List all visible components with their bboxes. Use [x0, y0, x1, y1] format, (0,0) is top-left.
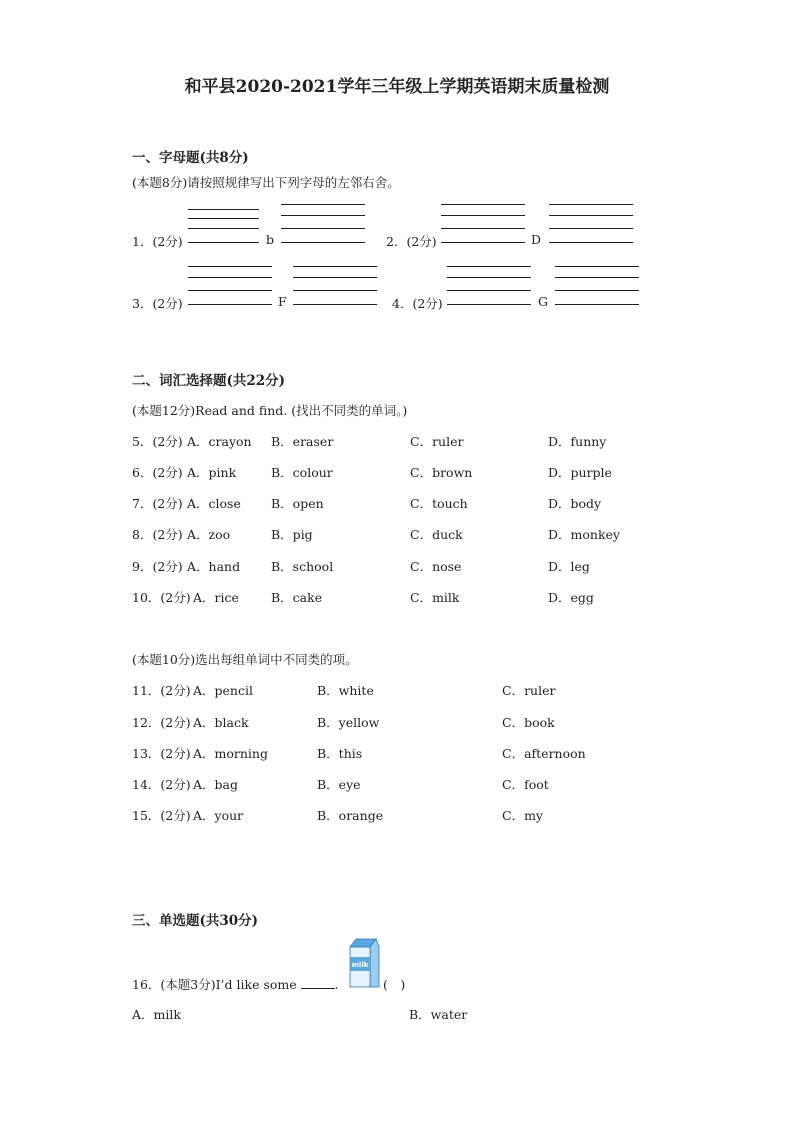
option-c[interactable]: C．book: [502, 715, 555, 730]
section-3-heading: 三、单选题(共30分): [132, 913, 259, 929]
option-c[interactable]: C．duck: [410, 527, 463, 542]
writing-line: [188, 209, 259, 210]
option-c[interactable]: C．nose: [410, 559, 462, 574]
option-b[interactable]: B．open: [271, 496, 324, 511]
option-a[interactable]: A．bag: [193, 777, 238, 792]
writing-line: [188, 277, 272, 278]
writing-line: [555, 266, 639, 267]
page-title: 和平县2020-2021学年三年级上学期英语期末质量检测: [184, 77, 610, 97]
option-b[interactable]: B．yellow: [317, 715, 380, 730]
question-number: 13．(2分): [132, 746, 191, 761]
writing-line: [281, 204, 365, 205]
question-number: 9．(2分): [132, 559, 183, 574]
option-a[interactable]: A．close: [187, 496, 241, 511]
section-2-part-1-instruction: (本题12分)Read and find. (找出不同类的单词。): [132, 403, 408, 418]
answer-parentheses[interactable]: ( ): [383, 977, 406, 992]
question-number: 6．(2分): [132, 465, 183, 480]
writing-line: [281, 228, 365, 229]
question-16-period: .: [334, 977, 339, 992]
item-number: 4．(2分): [392, 296, 443, 311]
option-c[interactable]: C．touch: [410, 496, 468, 511]
option-b[interactable]: B．orange: [317, 808, 384, 823]
section-1-instruction: (本题8分)请按照规律写出下列字母的左邻右舍。: [132, 175, 400, 190]
option-b[interactable]: B．pig: [271, 527, 313, 542]
option-a[interactable]: A．pencil: [193, 683, 253, 698]
option-b[interactable]: B．eraser: [271, 434, 334, 449]
writing-line: [549, 228, 633, 229]
writing-line: [549, 215, 633, 216]
writing-line: [188, 290, 272, 291]
writing-line: [447, 304, 531, 305]
option-b[interactable]: B．colour: [271, 465, 333, 480]
writing-line: [188, 228, 259, 229]
option-b[interactable]: B．white: [317, 683, 374, 698]
writing-line: [555, 304, 639, 305]
option-b[interactable]: B．eye: [317, 777, 361, 792]
given-letter: D: [531, 232, 542, 247]
question-number: 8．(2分): [132, 527, 183, 542]
writing-line: [188, 266, 272, 267]
item-number: 1．(2分): [132, 234, 183, 249]
question-number: 14．(2分): [132, 777, 191, 792]
writing-line: [441, 228, 525, 229]
section-1-heading: 一、字母题(共8分): [132, 150, 249, 166]
answer-blank[interactable]: [301, 976, 335, 989]
writing-line: [188, 304, 272, 305]
question-number: 12．(2分): [132, 715, 191, 730]
option-a[interactable]: A．milk: [132, 1007, 181, 1022]
option-d[interactable]: D．leg: [548, 559, 590, 574]
option-b[interactable]: B．water: [409, 1007, 468, 1022]
option-a[interactable]: A．crayon: [187, 434, 252, 449]
option-b[interactable]: B．school: [271, 559, 334, 574]
question-number: 11．(2分): [132, 683, 191, 698]
option-d[interactable]: D．egg: [548, 590, 594, 605]
writing-line: [188, 242, 259, 243]
writing-line: [447, 277, 531, 278]
question-number: 10．(2分): [132, 590, 191, 605]
option-d[interactable]: D．funny: [548, 434, 607, 449]
option-c[interactable]: C．foot: [502, 777, 549, 792]
writing-line: [293, 277, 377, 278]
option-d[interactable]: D．body: [548, 496, 602, 511]
item-number: 3．(2分): [132, 296, 183, 311]
option-c[interactable]: C．ruler: [502, 683, 556, 698]
option-a[interactable]: A．your: [193, 808, 244, 823]
question-number: 7．(2分): [132, 496, 183, 511]
writing-line: [293, 304, 377, 305]
writing-line: [281, 242, 365, 243]
question-16-prefix: 16．(本题3分)I’d like some: [132, 977, 297, 992]
option-b[interactable]: B．this: [317, 746, 363, 761]
given-letter: F: [278, 294, 287, 309]
option-a[interactable]: A．rice: [193, 590, 239, 605]
option-a[interactable]: A．zoo: [187, 527, 231, 542]
writing-line: [549, 242, 633, 243]
option-c[interactable]: C．ruler: [410, 434, 464, 449]
writing-line: [281, 215, 365, 216]
writing-line: [549, 204, 633, 205]
option-b[interactable]: B．cake: [271, 590, 323, 605]
given-letter: G: [538, 294, 548, 309]
option-d[interactable]: D．monkey: [548, 527, 620, 542]
question-number: 15．(2分): [132, 808, 191, 823]
option-a[interactable]: A．hand: [187, 559, 241, 574]
option-a[interactable]: A．morning: [193, 746, 268, 761]
question-16-stem: [132, 975, 339, 993]
option-a[interactable]: A．pink: [187, 465, 237, 480]
option-c[interactable]: C．my: [502, 808, 543, 823]
item-number: 2．(2分): [386, 234, 437, 249]
writing-line: [441, 204, 525, 205]
section-2-part-2-instruction: (本题10分)选出每组单词中不同类的项。: [132, 652, 358, 667]
writing-line: [447, 266, 531, 267]
writing-line: [293, 266, 377, 267]
option-d[interactable]: D．purple: [548, 465, 612, 480]
writing-line: [188, 218, 259, 219]
writing-line: [441, 215, 525, 216]
option-c[interactable]: C．milk: [410, 590, 460, 605]
writing-line: [447, 290, 531, 291]
writing-line: [555, 277, 639, 278]
question-number: 5．(2分): [132, 434, 183, 449]
writing-line: [555, 290, 639, 291]
option-a[interactable]: A．black: [193, 715, 249, 730]
section-2-heading: 二、词汇选择题(共22分): [132, 373, 286, 389]
writing-line: [293, 290, 377, 291]
writing-line: [441, 242, 525, 243]
carton-label: milk: [351, 961, 369, 969]
given-letter: b: [266, 232, 275, 247]
milk-carton-icon: [346, 937, 380, 989]
option-c[interactable]: C．afternoon: [502, 746, 586, 761]
option-c[interactable]: C．brown: [410, 465, 473, 480]
